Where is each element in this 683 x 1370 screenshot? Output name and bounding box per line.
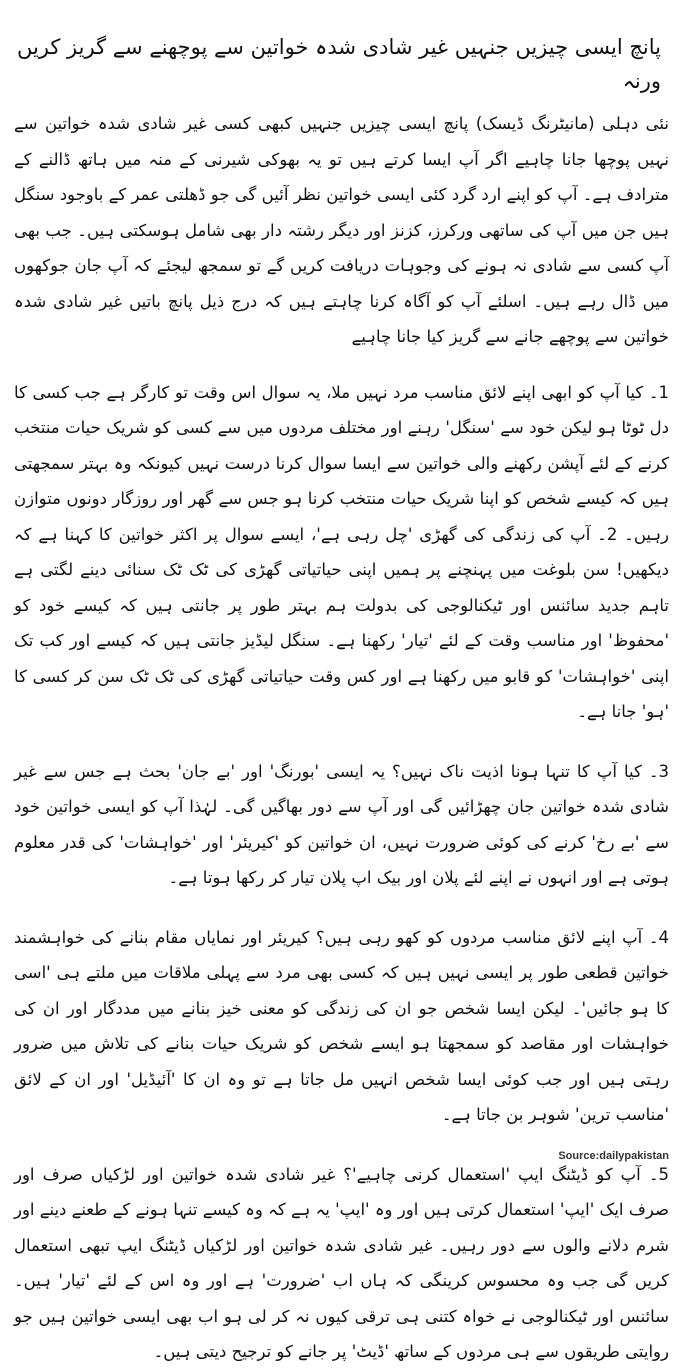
point-4-paragraph: 4۔ آپ اپنے لائق مناسب مردوں کو کھو رہی ہیں؟ کیریئر اور نمایاں مقام بنانے کی خواہشمند خواتین قطعی طور پر ایسی نہیں ہیں کہ کسی بھی مرد سے پہلی ملاقات میں ملتے ہی 'اسی کا ہو جائیں'۔ لیکن ایسا شخص جو ان کی زندگی کو معنی خیز بنانے میں مددگار اور ان کی خواہشات اور مقاصد کو سمجھتا ہو ایسے شخص کو شریک حیات بنانے کی تلاش میں ضرور رہتی ہیں اور جب کوئی ایسا شخص انہیں مل جاتا ہے تو وہ ان کا 'آئیڈیل' اور ان کے لائق 'مناسب ترین' شوہر بن جاتا ہے۔ [14,927,669,1124]
point-3-paragraph: 3۔ کیا آپ کا تنہا ہونا اذیت ناک نہیں؟ یہ ایسی 'بورنگ' اور 'بے جان' بحث ہے جس سے غیر شادی شدہ خواتین جان چھڑائیں گی اور آپ سے دور بھاگیں گی۔ لہٰذا آپ کو ایسی خواتین خود سے 'بے رخ' کرنے کی کوئی ضرورت نہیں، ان خواتین کو 'کیریئر' اور 'خواہشات' کی قدر معلوم ہوتی ہے اور انہوں نے اپنے لئے پلان اور بیک اپ پلان تیار کر رکھا ہوتا ہے۔ [14,761,669,887]
intro-paragraph: نئی دہلی (مانیٹرنگ ڈیسک) پانچ ایسی چیزیں جنہیں کبھی کسی غیر شادی شدہ خواتین سے نہیں پوچھا جانا چاہیے اگر آپ ایسا کرتے ہیں تو یہ بھوکی شیرنی کے منہ میں ہاتھ ڈالنے کے مترادف ہے۔ آپ کو اپنے ارد گرد کئی ایسی خواتین نظر آئیں گی جو ڈھلتی عمر کے باوجود سنگل ہیں جن میں آپ کی ساتھی ورکرز، کزنز اور دیگر رشتہ دار بھی شامل ہوسکتی ہیں۔ جب بھی آپ کسی سے شادی نہ ہونے کی وجوہات دریافت کریں گے تو سمجھ لیجئے کہ آپ جان جوکھوں میں ڈال رہے ہیں۔ اسلئے آپ کو آگاہ کرنا چاہتے ہیں کہ درج ذیل پانچ باتیں غیر شادی شدہ خواتین سے پوچھے جانے سے گریز کیا جانا چاہیے [14,114,669,346]
article-title: پانچ ایسی چیزیں جنہیں غیر شادی شدہ خواتین سے پوچھنے سے گریز کریں ورنہ [16,35,661,93]
point-1-2-paragraph: 1۔ کیا آپ کو ابھی اپنے لائق مناسب مرد نہیں ملا، یہ سوال اس وقت تو کارگر ہے جب کسی کا دل ٹوٹا ہو لیکن خود سے 'سنگل' رہنے اور مختلف مردوں میں سے کسی کو شریک حیات منتخب کرنے کے لئے آپشن رکھنے والی خواتین سے ایسا سوال کرنا درست نہیں کیونکہ وہ بہتر سمجھتی ہیں کہ کیسے شخص کو اپنا شریک حیات منتخب کرنا ہو جس سے گھر اور روزگار دونوں متوازن رہیں۔ 2۔ آپ کی زندگی کی گھڑی 'چل رہی ہے'، ایسے سوال پر اکثر خواتین کا کہنا ہے کہ دیکھیں! سن بلوغت میں پہنچنے پر ہمیں اپنی حیاتیاتی گھڑی کی ٹک ٹک سنائی دینے لگتی ہے تاہم جدید سائنس اور ٹیکنالوجی کی بدولت ہم بہتر طور پر جانتی ہیں کہ کیسے خود کو 'محفوظ' اور مناسب وقت کے لئے 'تیار' رکھنا ہے۔ سنگل لیڈیز جانتی ہیں کہ کیسے اور کب تک اپنی 'خواہشات' کو قابو میں رکھنا ہے اور کس وقت حیاتیاتی گھڑی کی ٹک ٹک سن کر کسی کا 'ہو' جانا ہے۔ [14,382,669,721]
point-5-paragraph: 5۔ آپ کو ڈیٹنگ ایپ 'استعمال کرنی چاہیے'؟ غیر شادی شدہ خواتین اور لڑکیاں صرف اور صرف ایک 'ایپ' استعمال کرتی ہیں اور وہ 'ایپ' یہ ہے کہ وہ کیسے تنہا ہونے کے طعنے دینے اور شرم دلانے والوں سے دور رہیں۔ غیر شادی شدہ خواتین اور لڑکیاں ڈیٹنگ ایپ تبھی استعمال کریں گی جب وہ محسوس کرینگی کہ ہاں اب 'ضرورت' ہے اور وہ اس کے لئے 'تیار' ہیں۔ سائنس اور ٹیکنالوجی نے خواہ کتنی ہی ترقی کیوں نہ کر لی ہو اب بھی ایسی خواتین ہیں جو روایتی طریقوں سے ہی مردوں کے ساتھ 'ڈیٹ' پر جانے کو ترجیح دیتی ہیں۔ [14,1164,669,1361]
source-credit: Source:dailypakistan [558,1150,669,1162]
